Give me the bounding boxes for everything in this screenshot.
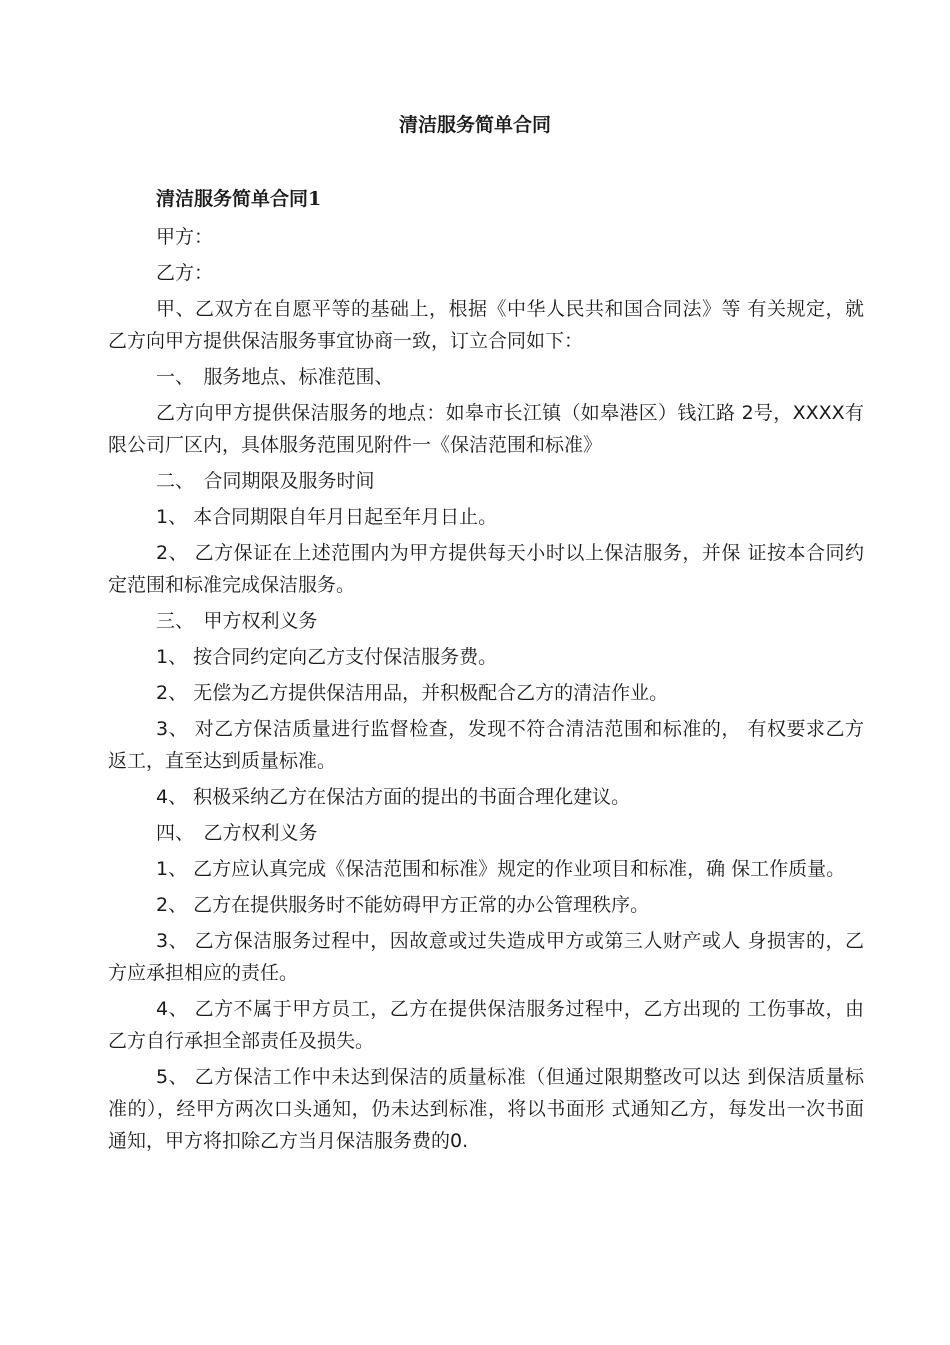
- clause-item: 1、 按合同约定向乙方支付保洁服务费。: [156, 646, 498, 668]
- document-title: 清洁服务简单合同: [398, 114, 551, 136]
- clause-item: 4、 积极采纳乙方在保沽方面的提出的书面合理化建议。: [156, 786, 631, 808]
- section-heading: 清洁服务简单合同1: [156, 188, 322, 210]
- clause-item: 1、 乙方应认真完成《保洁范围和标准》规定的作业项目和标准，确 保工作质量。: [156, 858, 846, 880]
- clause-item: 1、 本合同期限自年月日起至年月日止。: [156, 506, 498, 528]
- clause-heading-1: 一、 服务地点、标准范围、: [156, 366, 394, 388]
- clause-item: 4、 乙方不属于甲方员工，乙方在提供保洁服务过程中，乙方出现的 工伤事故，由乙方自行承担全部责任及损失。: [108, 998, 864, 1052]
- clause-item: 5、 乙方保洁工作中未达到保洁的质量标准（但通过限期整改可以达 到保洁质量标准的），经甲方两次口头通知，仍未达到标准，将以书面形 式通知乙方，每发出一次书面通知，甲方将扣除乙方当月保洁服务费的0.: [108, 1066, 864, 1152]
- clause-paragraph: 乙方向甲方提供保洁服务的地点：如皋市长江镇（如皋港区）钱江路 2号，XXXX有限公司厂区内，具体服务范围见附件一《保洁范围和标准》: [108, 402, 864, 456]
- document-body: [108, 183, 864, 1161]
- party-b-line: 乙方：: [156, 262, 214, 284]
- clause-heading-3: 三、 甲方权利义务: [156, 610, 318, 632]
- party-a-line: 甲方：: [156, 226, 214, 248]
- preamble-paragraph: 甲、乙双方在自愿平等的基础上，根据《中华人民共和国合同法》等 有关规定，就乙方向甲方提供保洁服务事宜协商一致，订立合同如下：: [108, 298, 864, 352]
- clause-item: 2、 无偿为乙方提供保洁用品，并积极配合乙方的清洁作业。: [156, 682, 669, 704]
- clause-heading-2: 二、 合同期限及服务时间: [156, 470, 375, 492]
- clause-item: 3、 乙方保洁服务过程中，因故意或过失造成甲方或第三人财产或人 身损害的，乙方应承担相应的责任。: [108, 930, 864, 984]
- clause-item: 3、 对乙方保洁质量进行监督检查，发现不符合清洁范围和标准的， 有权要求乙方返工，直至达到质量标准。: [108, 718, 864, 772]
- clause-item: 2、 乙方在提供服务时不能妨碍甲方正常的办公管理秩序。: [156, 894, 650, 916]
- clause-heading-4: 四、 乙方权利义务: [156, 822, 318, 844]
- clause-item: 2、 乙方保证在上述范围内为甲方提供每天小时以上保洁服务，并保 证按本合同约定范围和标准完成保洁服务。: [108, 542, 864, 596]
